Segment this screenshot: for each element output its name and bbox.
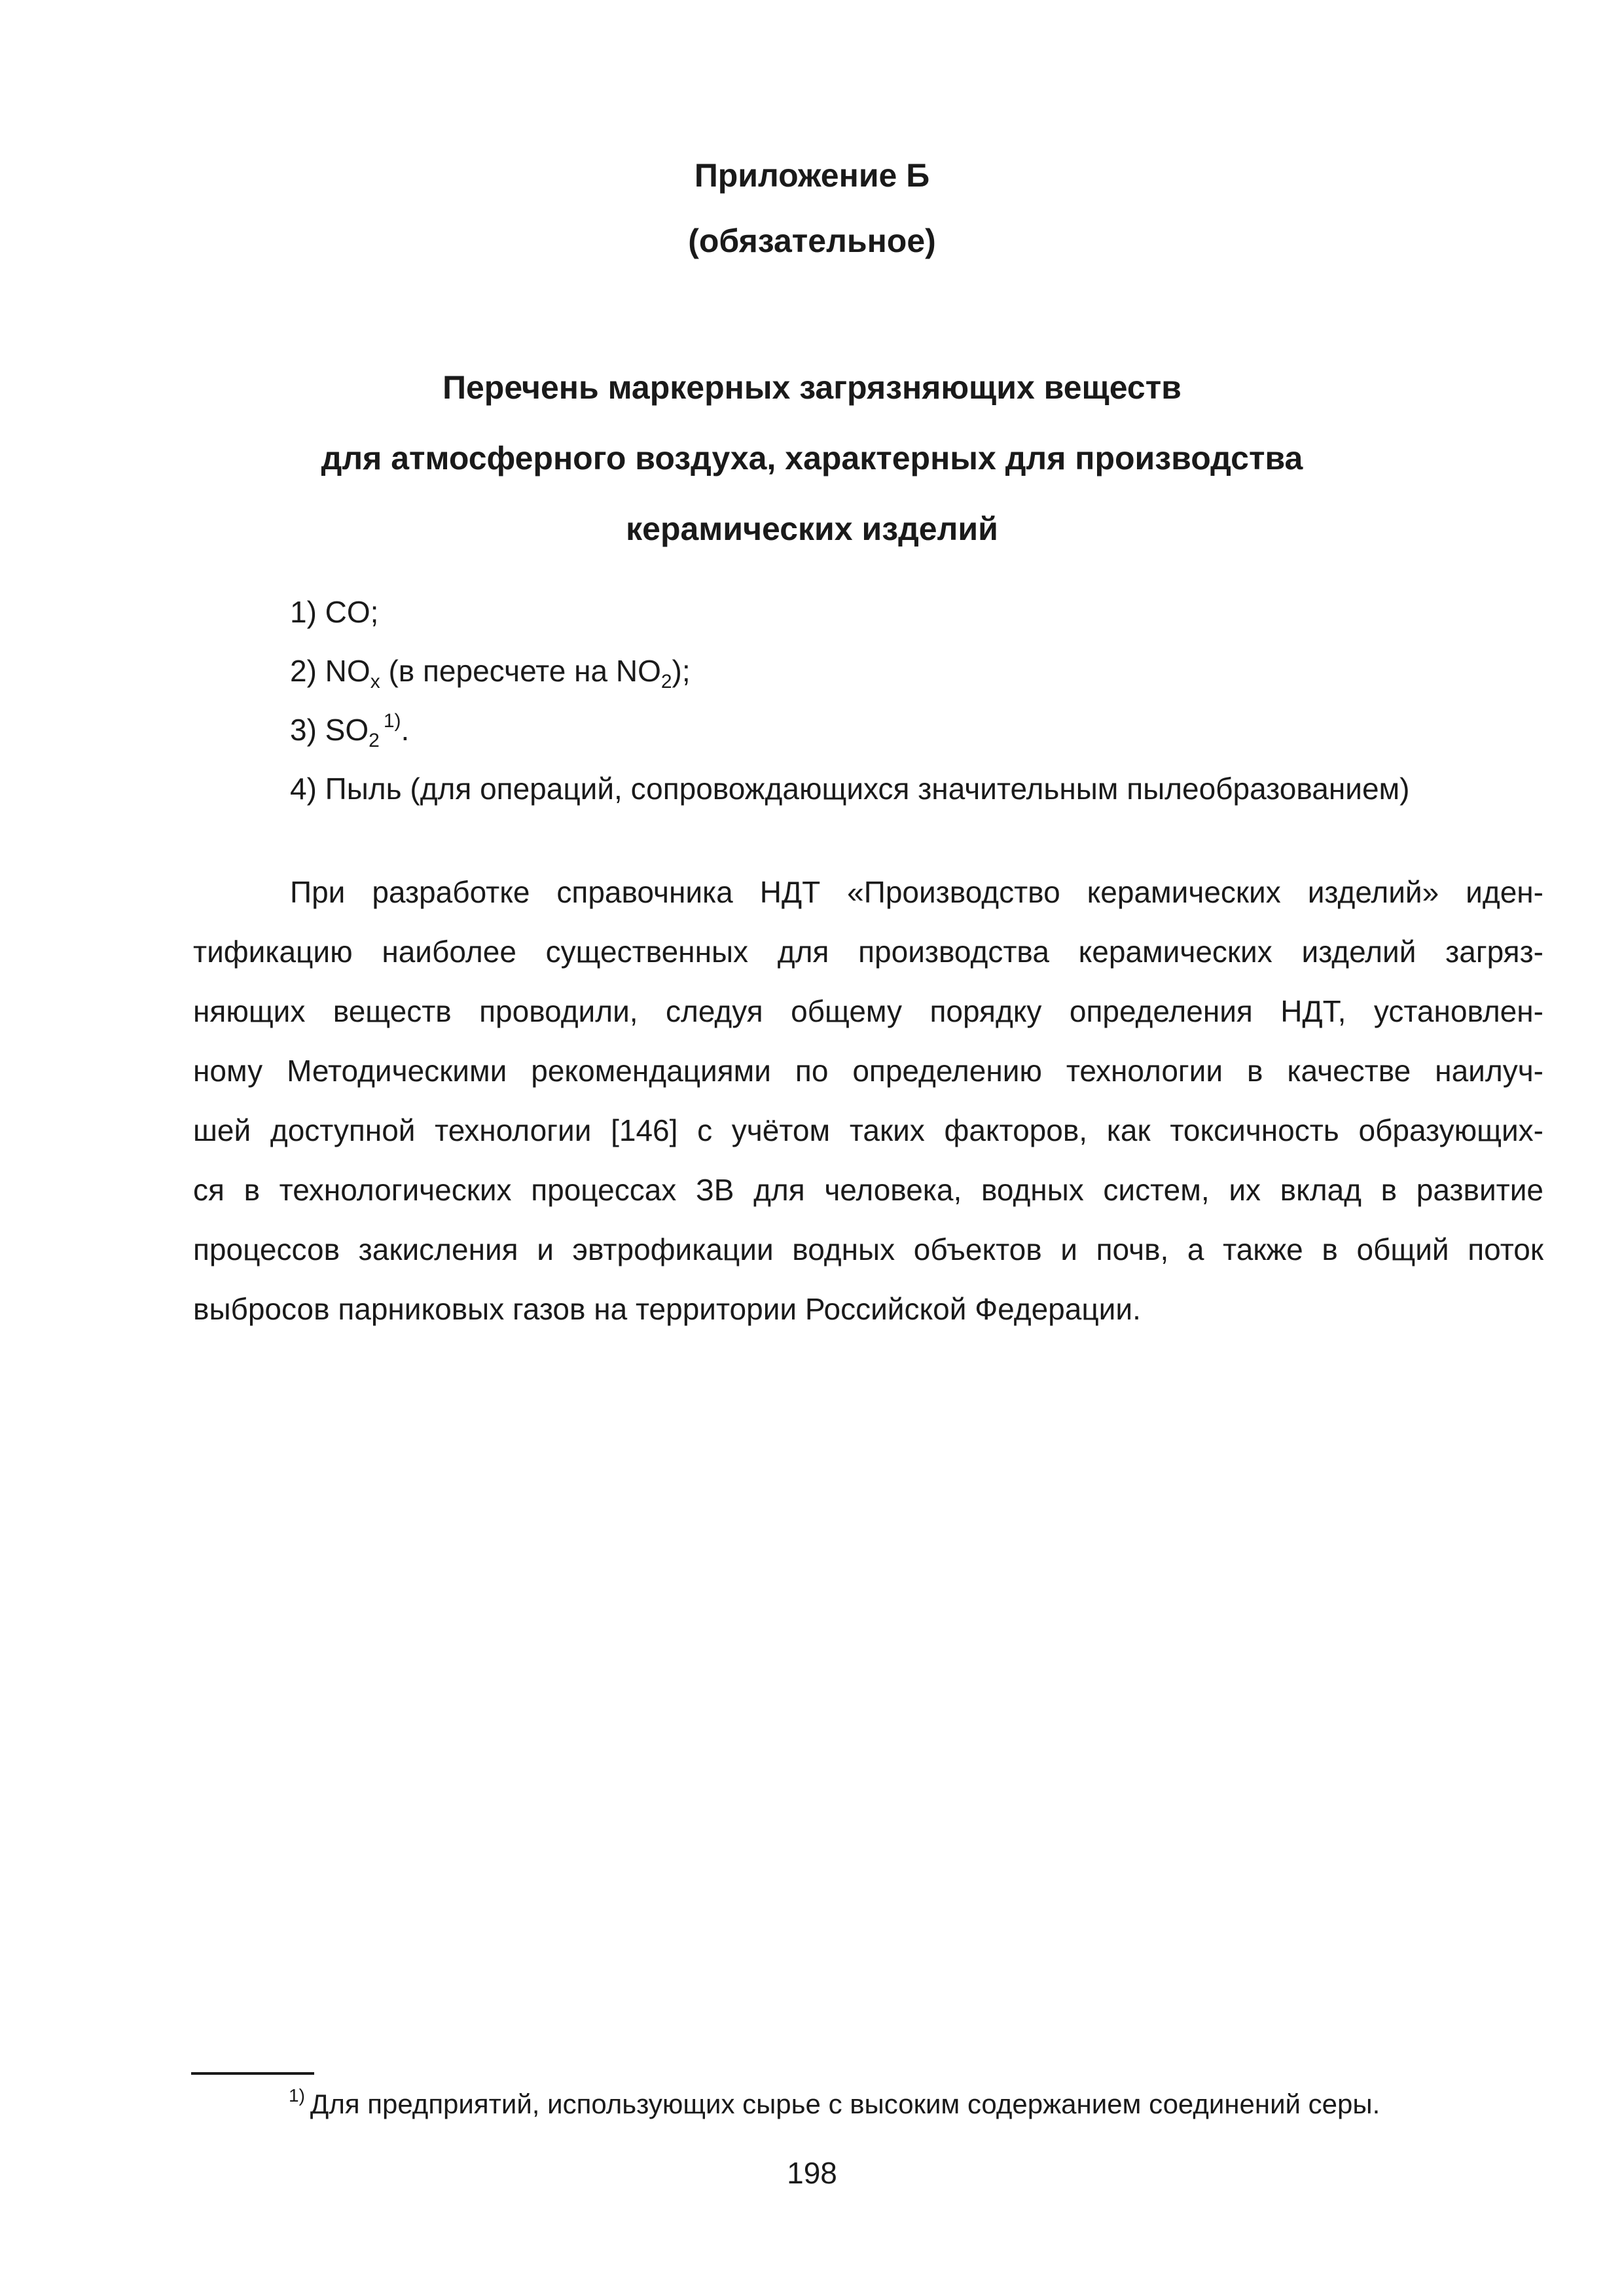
list-title xyxy=(0,352,1624,564)
list-item-text: 4) Пыль (для операций, сопровождающихся значительным пылеобразованием) xyxy=(290,772,1410,806)
list-title-line: керамических изделий xyxy=(626,511,998,547)
paragraph-line: няющих веществ проводили, следуя общему порядку определения НДТ, установлен- xyxy=(193,994,1543,1028)
paragraph-line: При разработке справочника НДТ «Производство керамических изделий» иден- xyxy=(290,875,1543,909)
footnote-reference: 1) xyxy=(383,710,401,732)
appendix-title: Приложение Б xyxy=(694,157,930,194)
paragraph-line: тификацию наиболее существенных для производства керамических изделий загряз- xyxy=(193,935,1543,969)
list-item-so2 xyxy=(290,700,1566,759)
paragraph-line: ся в технологических процессах ЗВ для человека, водных систем, их вклад в развитие xyxy=(193,1173,1543,1207)
subscript: x xyxy=(370,671,380,692)
list-item-text: ); xyxy=(672,654,691,688)
list-item-text: (в пересчете на NO xyxy=(380,654,661,688)
subscript: 2 xyxy=(660,671,672,692)
list-title-line: Перечень маркерных загрязняющих веществ xyxy=(442,369,1182,406)
footnote-text: Для предприятий, использующих сырье с высоким содержанием соединений серы. xyxy=(310,2089,1380,2119)
body-paragraph xyxy=(193,863,1543,1339)
list-item-text: 2) NO xyxy=(290,654,370,688)
list-title-line: для атмосферного воздуха, характерных для производства xyxy=(321,440,1303,476)
paragraph-line: шей доступной технологии [146] с учётом таких факторов, как токсичность образующих- xyxy=(193,1113,1543,1147)
footnote xyxy=(289,2086,1380,2126)
paragraph-line: выбросов парниковых газов на территории Российской Федерации. xyxy=(193,1292,1141,1326)
list-item-text: . xyxy=(401,713,410,747)
page-number: 198 xyxy=(787,2156,837,2190)
footnote-divider xyxy=(191,2072,314,2075)
paragraph-line: процессов закисления и эвтрофикации водных объектов и почв, а также в общий поток xyxy=(193,1232,1543,1266)
marker-substances-list xyxy=(290,583,1566,818)
paragraph-line: ному Методическими рекомендациями по определению технологии в качестве наилуч- xyxy=(193,1054,1543,1088)
list-item-dust xyxy=(290,759,1566,818)
list-item-text: 3) SO xyxy=(290,713,369,747)
subscript: 2 xyxy=(369,730,380,751)
list-item-nox xyxy=(290,641,1566,700)
list-item-co xyxy=(290,583,1566,641)
appendix-kind: (обязательное) xyxy=(688,223,936,259)
footnote-mark: 1) xyxy=(289,2085,305,2106)
list-item-text: 1) CO; xyxy=(290,595,379,629)
